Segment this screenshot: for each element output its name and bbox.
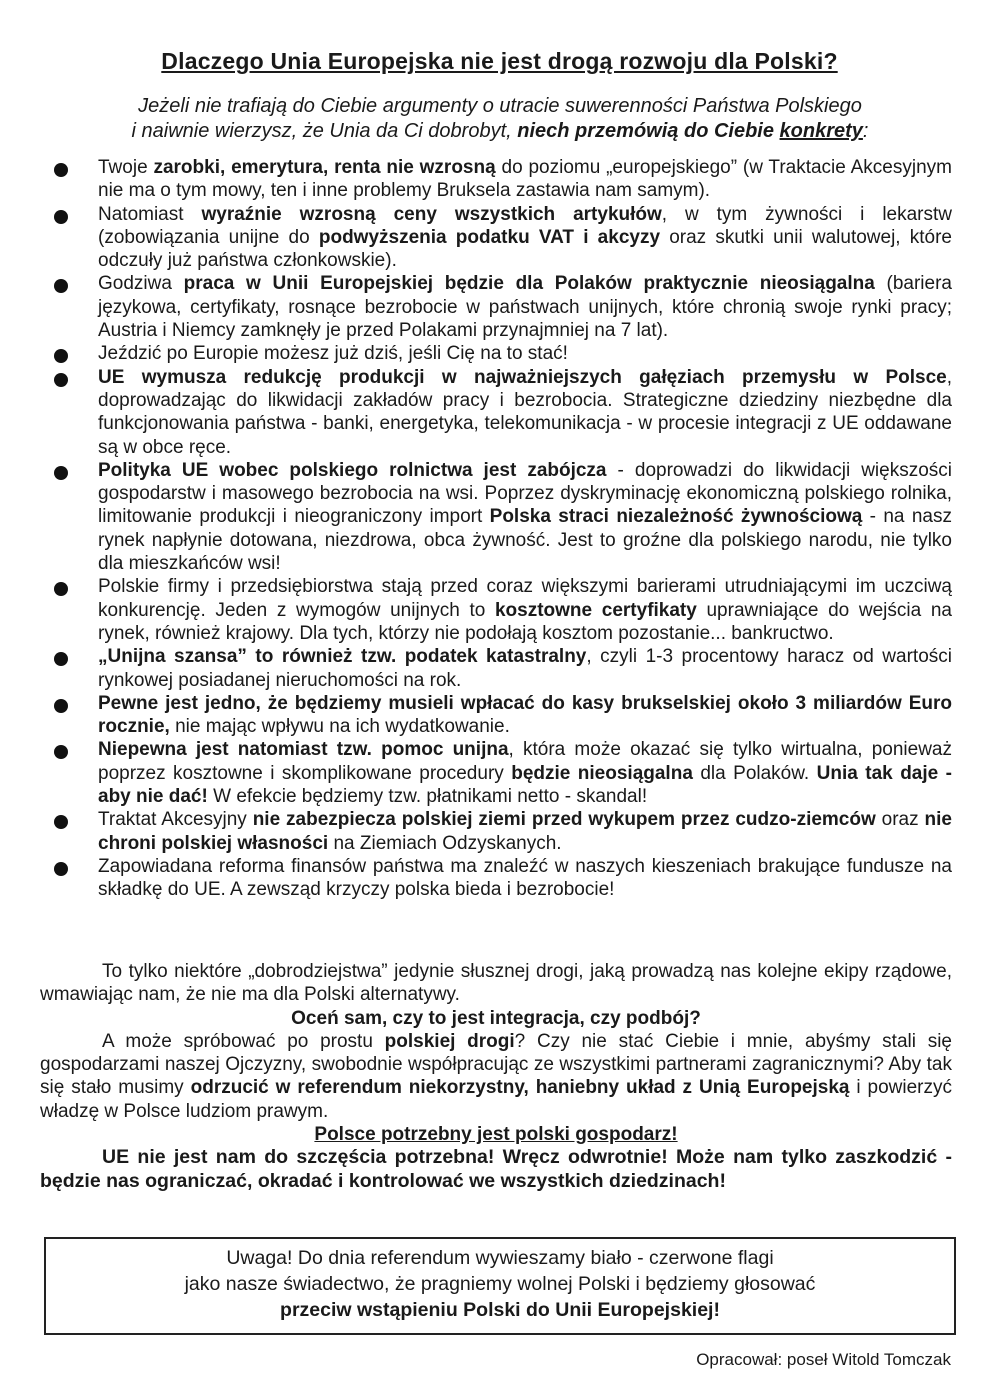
item-bold: podwyższenia podatku VAT i akcyzy [318, 226, 661, 248]
item-text: na Ziemiach Odzyskanych. [328, 832, 562, 854]
paragraph-alternatives: To tylko niektóre „dobrodziejstwa” jedynie słusznej drogi, jaką prowadzą nas kolejne ekipy rządowe, wmawiając nam, że nie ma dla Polski alternatywy. [40, 961, 952, 1006]
closing-statement: UE nie jest nam do szczęścia potrzebna! Wręcz odwrotnie! Może nam tylko zaszkodzić - będzie nas ograniczać, okradać i kontrolować we wszystkich dziedzinach! [40, 1146, 952, 1192]
para-bold: polskiej drogi [384, 1030, 515, 1052]
intro-emphasis: niech przemówią do Ciebie [517, 120, 780, 142]
slogan: Polsce potrzebny jest polski gospodarz! [314, 1124, 678, 1146]
item-text: Zapowiadana reforma finansów państwa ma znaleźć w naszych kieszeniach brakujące fundusze na składkę do UE. A zewsząd krzyczy polska bieda i bezrobocie! [98, 855, 952, 901]
bullet-icon [54, 349, 68, 363]
intro-colon: : [862, 120, 869, 142]
author-signature: Opracował: poseł Witold Tomczak [696, 1350, 951, 1369]
question-heading: Oceń sam, czy to jest integracja, czy podbój? [291, 1007, 701, 1029]
intro-line-1: Jeżeli nie trafiają do Ciebie argumenty o utracie suwerenności Państwa Polskiego [138, 95, 862, 117]
item-bold: nie zabezpiecza polskiej ziemi przed wykupem przez cudzo-ziemców [252, 809, 876, 831]
item-text: Twoje [98, 157, 154, 178]
item-text: do poziomu „europejskiego” (w Traktacie Akcesyjnym nie ma o tym mowy, ten i inne problemy Bruksela zastawia nam samym). [98, 157, 952, 202]
item-bold: wyraźnie wzrosną ceny wszystkich artykułów [201, 203, 662, 225]
item-text: , w tym żywności i lekarstw (zobowiązania unijne do [98, 203, 953, 248]
item-text: , która może okazać się tylko wirtualna, ponieważ poprzez kosztowne i skomplikowane procedury [98, 739, 952, 784]
item-bold: Pewne jest jedno, że będziemy musieli wpłacać do kasy brukselskiej około 3 miliardów Euro rocznie, [98, 692, 952, 738]
bullet-icon [54, 582, 68, 596]
bullet-icon [54, 815, 68, 829]
item-text: Jeździć po Europie możesz już dziś, jeśli Cię na to stać! [98, 343, 568, 365]
para-text: A może spróbować po prostu [102, 1030, 385, 1052]
page-title: Dlaczego Unia Europejska nie jest drogą rozwoju dla Polski? [161, 48, 838, 74]
list-item [52, 738, 952, 808]
item-bold: nie chroni polskiej własności [98, 809, 952, 854]
item-bold: Niepewna jest natomiast tzw. pomoc unijna [98, 739, 509, 761]
list-item [52, 272, 952, 342]
list-item [52, 156, 952, 203]
bullet-icon [54, 210, 68, 224]
intro-underlined: konkrety [779, 120, 863, 142]
item-bold: Polska straci niezależność żywnościową [489, 506, 863, 528]
notice-line-3: przeciw wstąpieniu Polski do Unii Europejskiej! [280, 1299, 720, 1321]
closing-section [40, 960, 952, 1193]
item-text: oraz [875, 809, 925, 831]
item-bold: praca w Unii Europejskiej będzie dla Polaków praktycznie nieosiągalna [183, 273, 875, 295]
item-text: Godziwa [98, 273, 184, 295]
item-text: (bariera językowa, certyfikaty, rosnące bezrobocie w państwach unijnych, które chronią swoje rynki pracy; Austria i Niemcy zamknęły je przed Polakami przynajmniej na 7 lat). [98, 273, 952, 342]
list-item [52, 645, 952, 692]
item-bold: zarobki, emerytura, renta nie wzrosną [153, 157, 496, 178]
para-text: i powierzyć władzę w Polsce ludziom prawym. [40, 1077, 952, 1122]
item-bold: Polityka UE wobec polskiego rolnictwa jest zabójcza [98, 459, 607, 481]
bullet-icon [54, 163, 68, 177]
bullet-icon [54, 862, 68, 876]
intro-text: i naiwnie wierzysz [131, 120, 292, 142]
notice-box [44, 1237, 956, 1335]
bullet-icon [54, 373, 68, 387]
bullet-icon [54, 466, 68, 480]
item-bold: Unia tak daje - aby nie dać! [98, 762, 952, 808]
item-text: nie mając wpływu na ich wydatkowanie. [169, 716, 510, 738]
item-bold: UE wymusza redukcję produkcji w najważniejszych gałęziach przemysłu w Polsce [98, 366, 947, 388]
item-text: Polskie firmy i przedsiębiorstwa stają przed coraz większymi barierami utrudniającymi im uczciwą konkurencję. Jeden z wymogów unijnych to [98, 576, 952, 621]
item-text: dla Polaków. [692, 762, 817, 784]
item-text: , czyli 1-3 procentowy haracz od wartości rynkowej posiadanej nieruchomości na rok. [98, 646, 952, 691]
intro-text: , że Unia da Ci dobrobyt, [291, 120, 518, 142]
list-item [52, 459, 952, 575]
list-item [52, 692, 952, 739]
item-text: - na nasz rynek napłynie dotowana, niezdrowa, obca żywność. Jest to groźne dla polskiego narodu, nie tylko dla mieszkańców wsi! [98, 506, 952, 575]
para-bold: odrzucić w referendum niekorzystny, haniebny układ z Unią Europejską [190, 1077, 850, 1099]
list-item [52, 366, 952, 459]
list-item [52, 855, 952, 902]
item-text: - doprowadzi do likwidacji większości gospodarstw i masowego bezrobocia na wsi. Poprzez dyskryminację ekonomiczną polskiego rolnika, limitowanie produkcji i nieograniczony import [98, 459, 952, 528]
item-bold: będzie nieosiągalna [511, 762, 693, 784]
bullet-icon [54, 699, 68, 713]
bullet-list [52, 156, 952, 902]
item-text: , doprowadzając do likwidacji zakładów pracy i bezrobocia. Strategiczne dziedziny niezbędne dla funkcjonowania państwa - banki, energetyka, telekomunikacja - w procesie integracji z UE oddawane są w obce ręce. [98, 366, 952, 458]
item-bold: „Unijna szansa” to również tzw. podatek katastralny [98, 646, 587, 668]
intro-paragraph [40, 94, 960, 144]
bullet-icon [54, 652, 68, 666]
notice-line-1: Uwaga! Do dnia referendum wywieszamy biało - czerwone flagi [226, 1247, 774, 1269]
para-text: ? Czy nie stać Ciebie i mnie, abyśmy stali się gospodarzami naszej Ojczyzny, swobodnie współpracując ze wszystkimi partnerami zagranicznymi? Aby tak się stało musimy [40, 1030, 952, 1099]
list-item [52, 808, 952, 855]
notice-line-2: jako nasze świadectwo, że pragniemy wolnej Polski i będziemy głosować [184, 1273, 816, 1295]
bullet-icon [54, 745, 68, 759]
paragraph-polish-way [40, 1030, 952, 1123]
item-text: Traktat Akcesyjny [98, 809, 253, 831]
item-text: oraz skutki unii walutowej, które odczuły już państwa członkowskie). [98, 226, 953, 272]
list-item [52, 575, 952, 645]
list-item [52, 342, 952, 365]
list-item [52, 203, 952, 273]
item-text: uprawniające do wejścia na rynek, również krajowy. Dla tych, którzy nie podołają kosztom pozostanie... bankructwo. [98, 599, 952, 644]
item-text: W efekcie będziemy tzw. płatnikami netto - skandal! [207, 786, 648, 808]
item-text: Natomiast [98, 203, 202, 225]
item-bold: kosztowne certyfikaty [494, 599, 697, 621]
bullet-icon [54, 279, 68, 293]
intro-line-2 [40, 119, 960, 144]
